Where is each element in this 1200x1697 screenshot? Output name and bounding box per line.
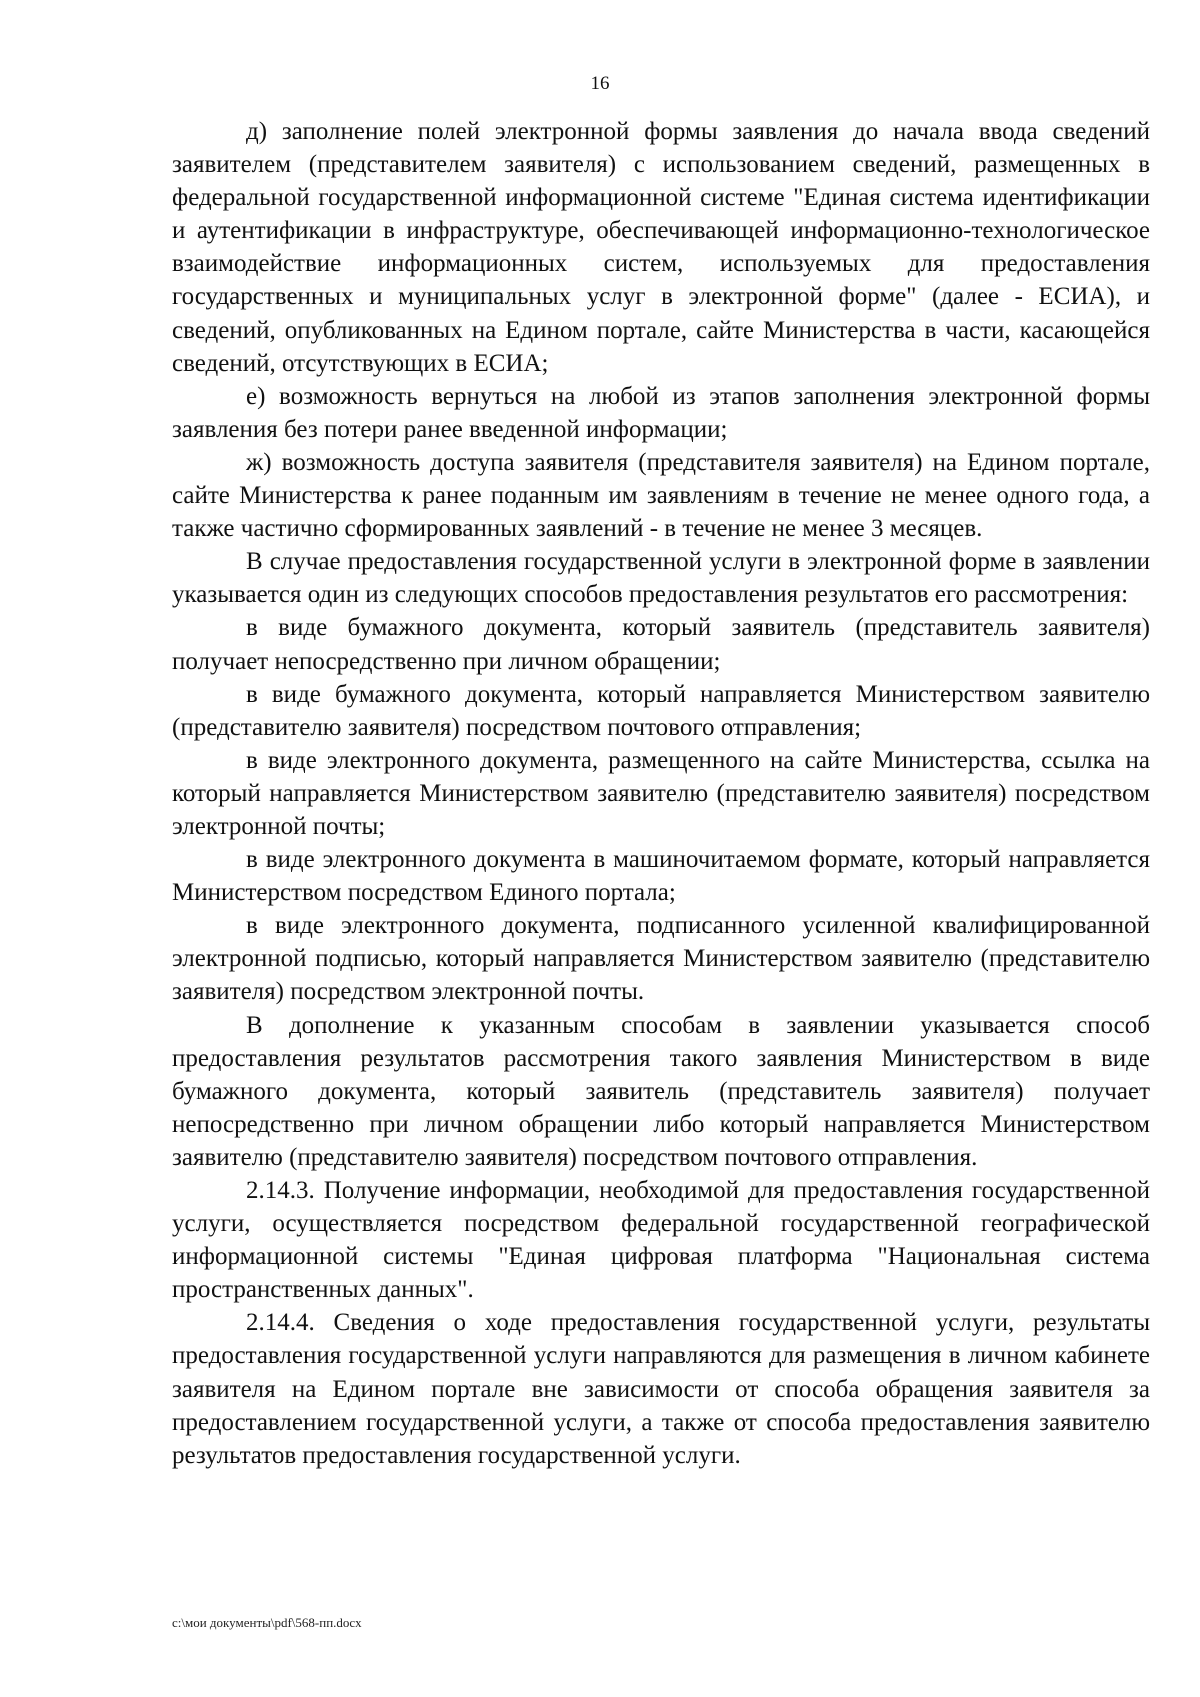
paragraph-paper-by-mail: в виде бумажного документа, который направляется Министерством заявителю (представителю заявителя) посредством почтового отправления; xyxy=(172,680,1150,741)
paragraph-2-14-3: 2.14.3. Получение информации, необходимой для предоставления государственной услуги, осуществляется посредством федеральной государственной географической информационной системы "Единая цифровая платформа "Национальная система пространственных данных". xyxy=(172,1177,1150,1304)
page-number: 16 xyxy=(590,73,610,94)
paragraph-2-14-4: 2.14.4. Сведения о ходе предоставления государственной услуги, результаты предоставления государственной услуги направляются для размещения в личном кабинете заявителя на Едином портале вне зависимости от способа обращения заявителя за предоставлением государственной услуги, а также от способа предоставления заявителю результатов предоставления государственной услуги. xyxy=(172,1309,1150,1469)
paragraph-paper-in-person: в виде бумажного документа, который заявитель (представитель заявителя) получает непосредственно при личном обращении; xyxy=(172,614,1150,675)
footer-file-path: c:\мои документы\pdf\568-пп.docx xyxy=(172,1615,362,1630)
paragraph-e-return-to-step: е) возможность вернуться на любой из этапов заполнения электронной формы заявления без потери ранее введенной информации; xyxy=(172,382,1150,443)
paragraph-zh-access-to-applications: ж) возможность доступа заявителя (представителя заявителя) на Едином портале, сайте Министерства к ранее поданным им заявлениям в течение не менее одного года, а также частично сформированных заявлений - в течение не менее 3 месяцев. xyxy=(172,448,1150,543)
paragraph-additional-paper-method: В дополнение к указанным способам в заявлении указывается способ предоставления результатов рассмотрения такого заявления Министерством в виде бумажного документа, который заявитель (представитель заявителя) получает непосредственно при личном обращении либо который направляется Министерством заявителю (представителю заявителя) посредством почтового отправления. xyxy=(172,1011,1150,1171)
paragraph-result-delivery-methods: В случае предоставления государственной услуги в электронной форме в заявлении указывается один из следующих способов предоставления результатов его рассмотрения: xyxy=(172,548,1150,609)
paragraph-electronic-machine-readable: в виде электронного документа в машиночитаемом формате, который направляется Министерством посредством Единого портала; xyxy=(172,846,1150,907)
paragraph-d-form-prefill: д) заполнение полей электронной формы заявления до начала ввода сведений заявителем (представителем заявителя) с использованием сведений, размещенных в федеральной государственной информационной системе "Единая система идентификации и аутентификации в инфраструктуре, обеспечивающей информационно-технологическое взаимодействие информационных систем, используемых для предоставления государственных и муниципальных услуг в электронной форме" (далее - ЕСИА), и сведений, опубликованных на Едином портале, сайте Министерства в части, касающейся сведений, отсутствующих в ЕСИА; xyxy=(172,118,1150,377)
paragraph-electronic-link-by-email: в виде электронного документа, размещенного на сайте Министерства, ссылка на который направляется Министерством заявителю (представителю заявителя) посредством электронной почты; xyxy=(172,746,1150,840)
document-body xyxy=(172,115,1150,1472)
paragraph-electronic-signed-email: в виде электронного документа, подписанного усиленной квалифицированной электронной подписью, который направляется Министерством заявителю (представителю заявителя) посредством электронной почты. xyxy=(172,912,1150,1006)
